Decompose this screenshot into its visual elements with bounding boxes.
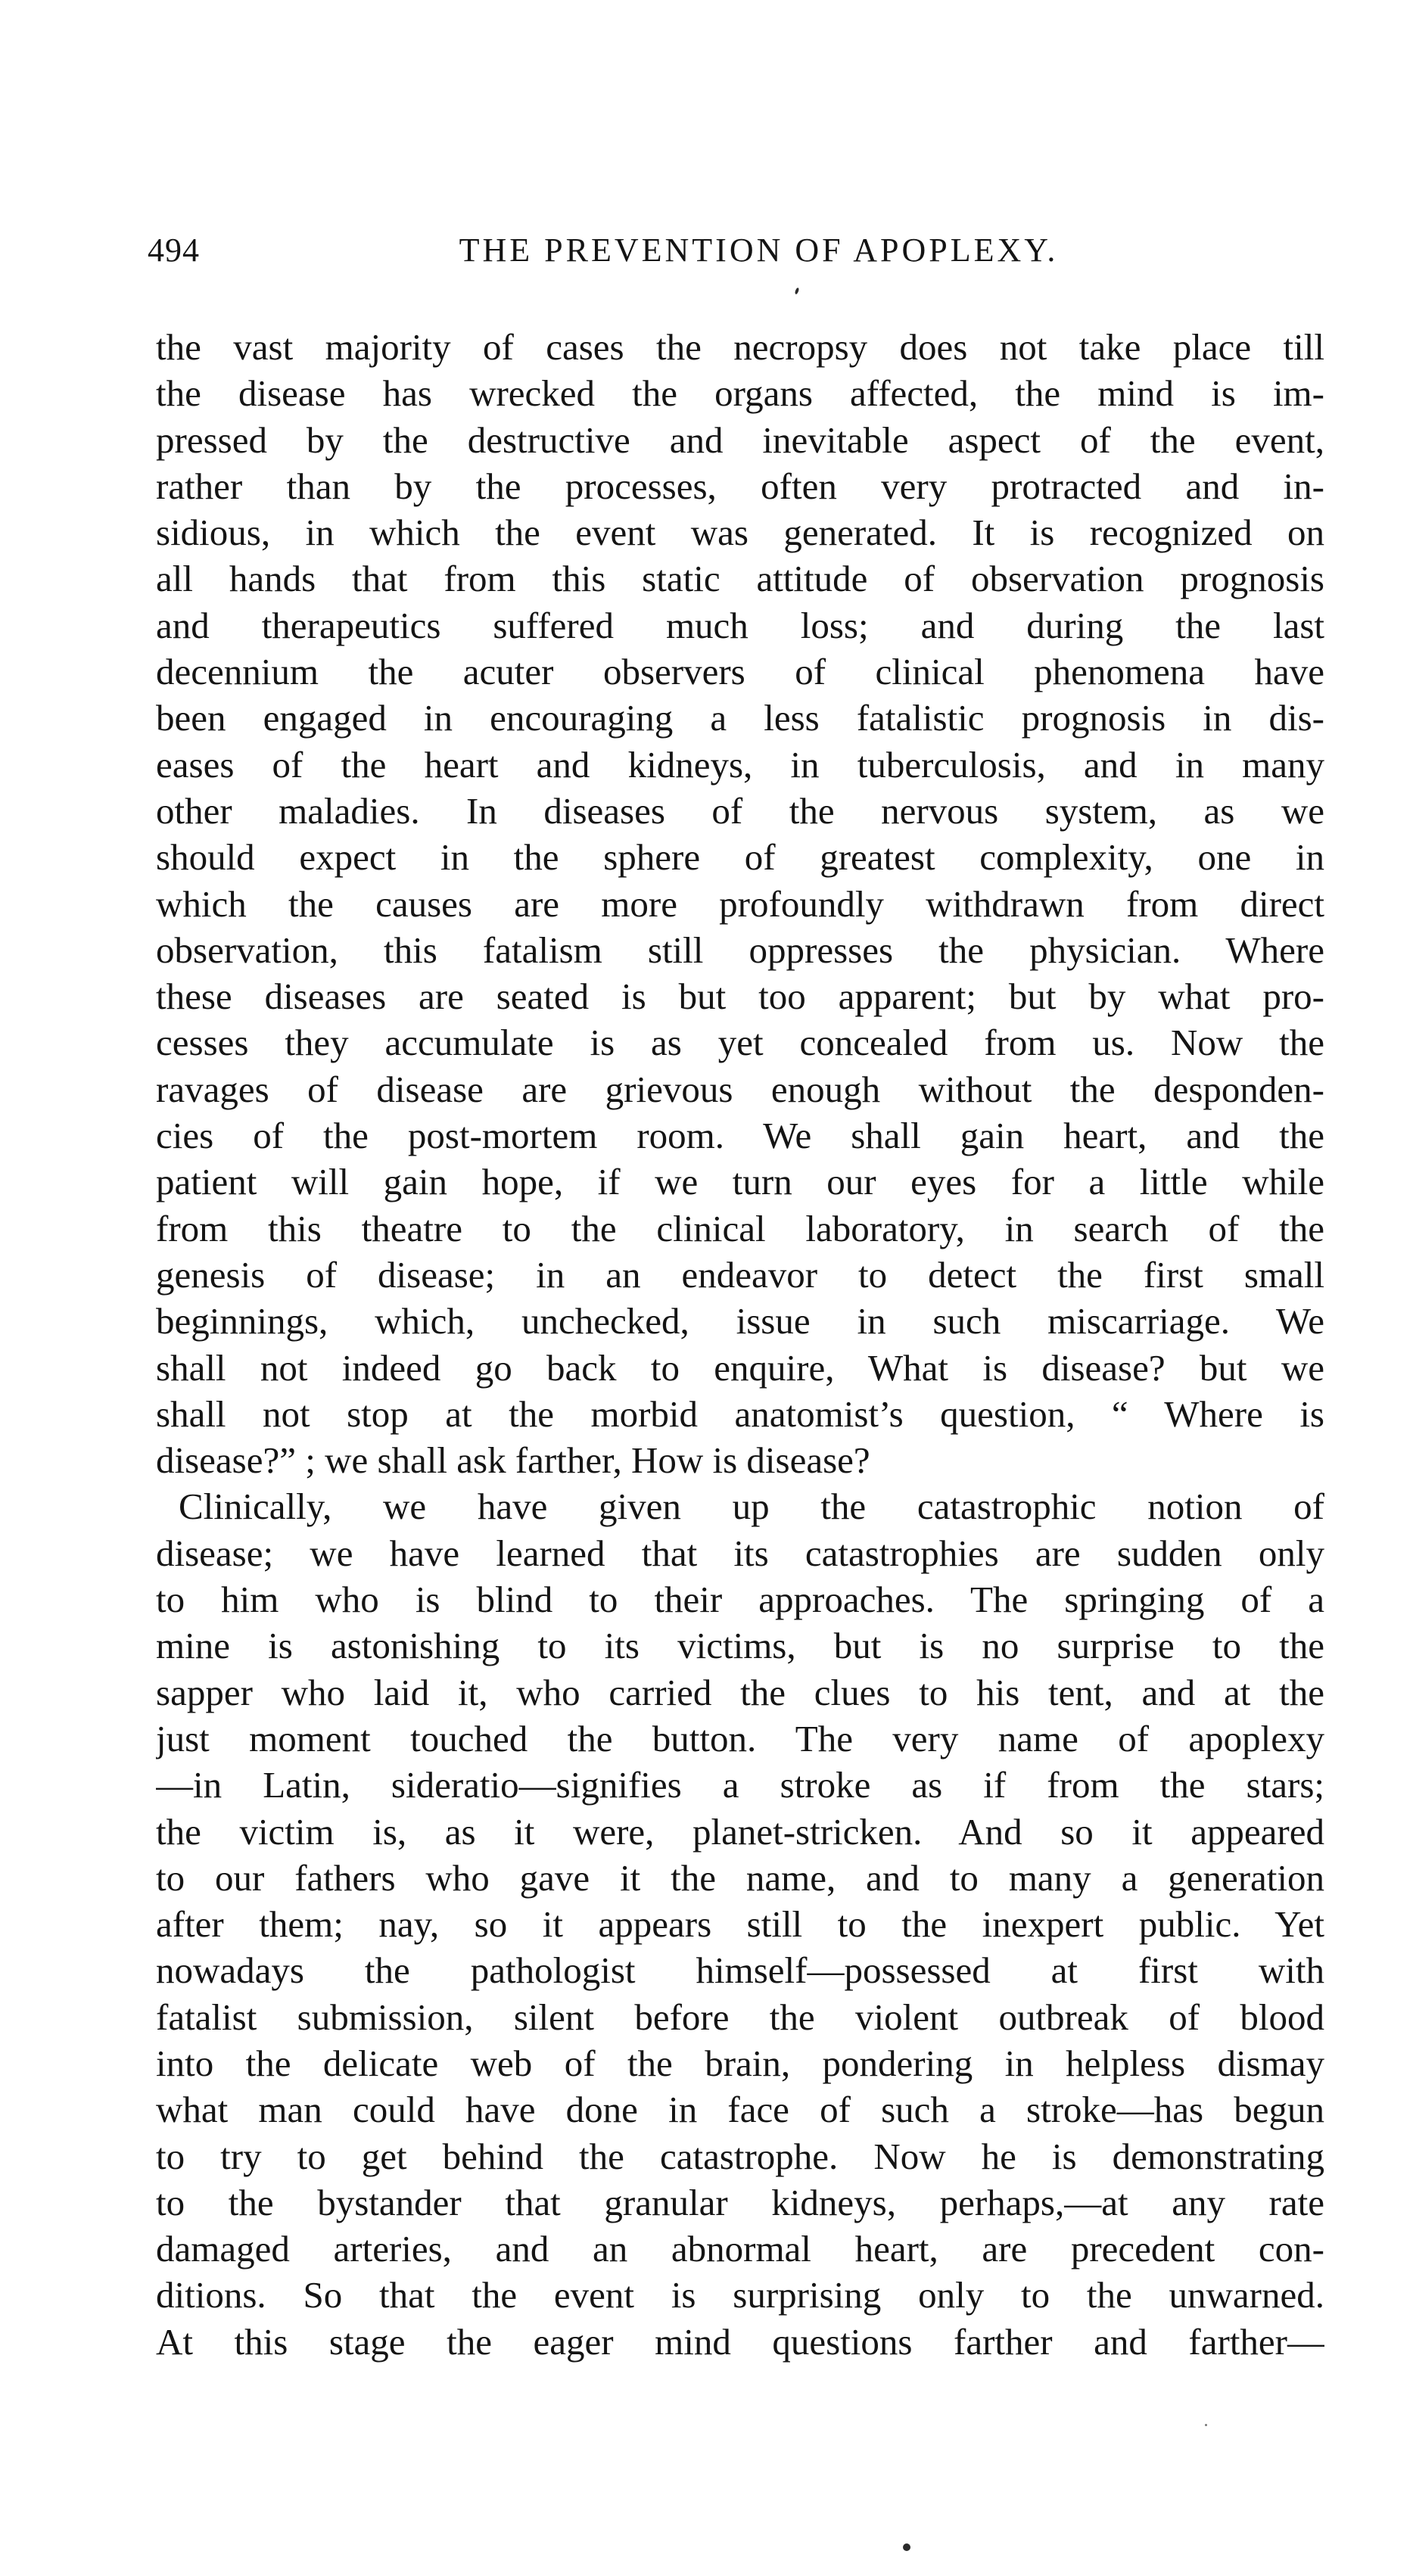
text-line: the victim is, as it were, planet-stricken. And so it appeared bbox=[156, 1810, 1324, 1853]
text-line: from this theatre to the clinical laboratory, in search of the bbox=[156, 1207, 1324, 1249]
text-line: into the delicate web of the brain, pondering in helpless dismay bbox=[156, 2042, 1324, 2084]
text-line: observation, this fatalism still oppresses the physician. Where bbox=[156, 929, 1324, 971]
text-line: and therapeutics suffered much loss; and during the last bbox=[156, 604, 1324, 646]
text-line: shall not stop at the morbid anatomist’s question, “ Where is bbox=[156, 1392, 1324, 1435]
text-line: sidious, in which the event was generated. It is recognized on bbox=[156, 512, 1324, 554]
text-line: patient will gain hope, if we turn our eyes for a little while bbox=[156, 1161, 1324, 1203]
text-line: damaged arteries, and an abnormal heart, are precedent con- bbox=[156, 2228, 1324, 2270]
text-line: the vast majority of cases the necropsy does not take place till bbox=[156, 326, 1324, 368]
text-line: mine is astonishing to its victims, but is no surprise to the bbox=[156, 1625, 1324, 1667]
ink-speck bbox=[903, 2543, 910, 2551]
text-line: to our fathers who gave it the name, and to many a generation bbox=[156, 1856, 1324, 1899]
text-line: genesis of disease; in an endeavor to detect the first small bbox=[156, 1253, 1324, 1296]
text-line: eases of the heart and kidneys, in tuberculosis, and in many bbox=[156, 743, 1324, 786]
text-line: after them; nay, so it appears still to the inexpert public. Yet bbox=[156, 1903, 1324, 1946]
page-header bbox=[148, 231, 1324, 284]
ink-speck bbox=[1205, 2424, 1207, 2426]
text-line: At this stage the eager mind questions farther and farther— bbox=[156, 2320, 1324, 2363]
text-line: ravages of disease are grievous enough without the desponden- bbox=[156, 1068, 1324, 1110]
text-line: decennium the acuter observers of clinical phenomena have bbox=[156, 651, 1324, 693]
text-line: shall not indeed go back to enquire, What is disease? but we bbox=[156, 1346, 1324, 1389]
text-line: disease; we have learned that its catastrophies are sudden only bbox=[156, 1532, 1324, 1574]
text-line: fatalist submission, silent before the violent outbreak of blood bbox=[156, 1996, 1324, 2038]
text-line: to try to get behind the catastrophe. Now he is demonstrating bbox=[156, 2135, 1324, 2177]
text-line: rather than by the processes, often very protracted and in- bbox=[156, 465, 1324, 507]
page-number: 494 bbox=[148, 232, 200, 269]
text-line: nowadays the pathologist himself—possessed at first with bbox=[156, 1949, 1324, 1992]
text-line: these diseases are seated is but too apparent; but by what pro- bbox=[156, 975, 1324, 1018]
text-line: —in Latin, sideratio—signifies a stroke as if from the stars; bbox=[156, 1764, 1324, 1806]
paragraph-end-line: disease?” ; we shall ask farther, How is disease? bbox=[156, 1439, 870, 1482]
paragraph-first-line: Clinically, we have given up the catastrophic notion of bbox=[179, 1486, 1324, 1528]
text-line: to the bystander that granular kidneys, perhaps,—at any rate bbox=[156, 2181, 1324, 2223]
text-line: cesses they accumulate is as yet concealed from us. Now the bbox=[156, 1022, 1324, 1064]
text-line: beginnings, which, unchecked, issue in such miscarriage. We bbox=[156, 1300, 1324, 1342]
text-line: all hands that from this static attitude of observation prognosis bbox=[156, 558, 1324, 600]
text-line: been engaged in encouraging a less fatalistic prognosis in dis- bbox=[156, 697, 1324, 739]
text-line: sapper who laid it, who carried the clues to his tent, and at the bbox=[156, 1671, 1324, 1713]
ink-speck bbox=[795, 288, 800, 295]
text-line: to him who is blind to their approaches. The springing of a bbox=[156, 1579, 1324, 1621]
text-line: other maladies. In diseases of the nervous system, as we bbox=[156, 789, 1324, 832]
body-text bbox=[156, 324, 1324, 2365]
text-line: cies of the post-mortem room. We shall gain heart, and the bbox=[156, 1115, 1324, 1157]
running-title: THE PREVENTION OF APOPLEXY. bbox=[459, 232, 1059, 269]
text-line: which the causes are more profoundly withdrawn from direct bbox=[156, 882, 1324, 925]
text-line: what man could have done in face of such a stroke—has begun bbox=[156, 2089, 1324, 2131]
text-line: ditions. So that the event is surprising only to the unwarned. bbox=[156, 2274, 1324, 2316]
text-line: just moment touched the button. The very name of apoplexy bbox=[156, 1717, 1324, 1759]
text-line: the disease has wrecked the organs affected, the mind is im- bbox=[156, 372, 1324, 415]
text-line: should expect in the sphere of greatest complexity, one in bbox=[156, 836, 1324, 879]
text-line: pressed by the destructive and inevitable aspect of the event, bbox=[156, 418, 1324, 461]
